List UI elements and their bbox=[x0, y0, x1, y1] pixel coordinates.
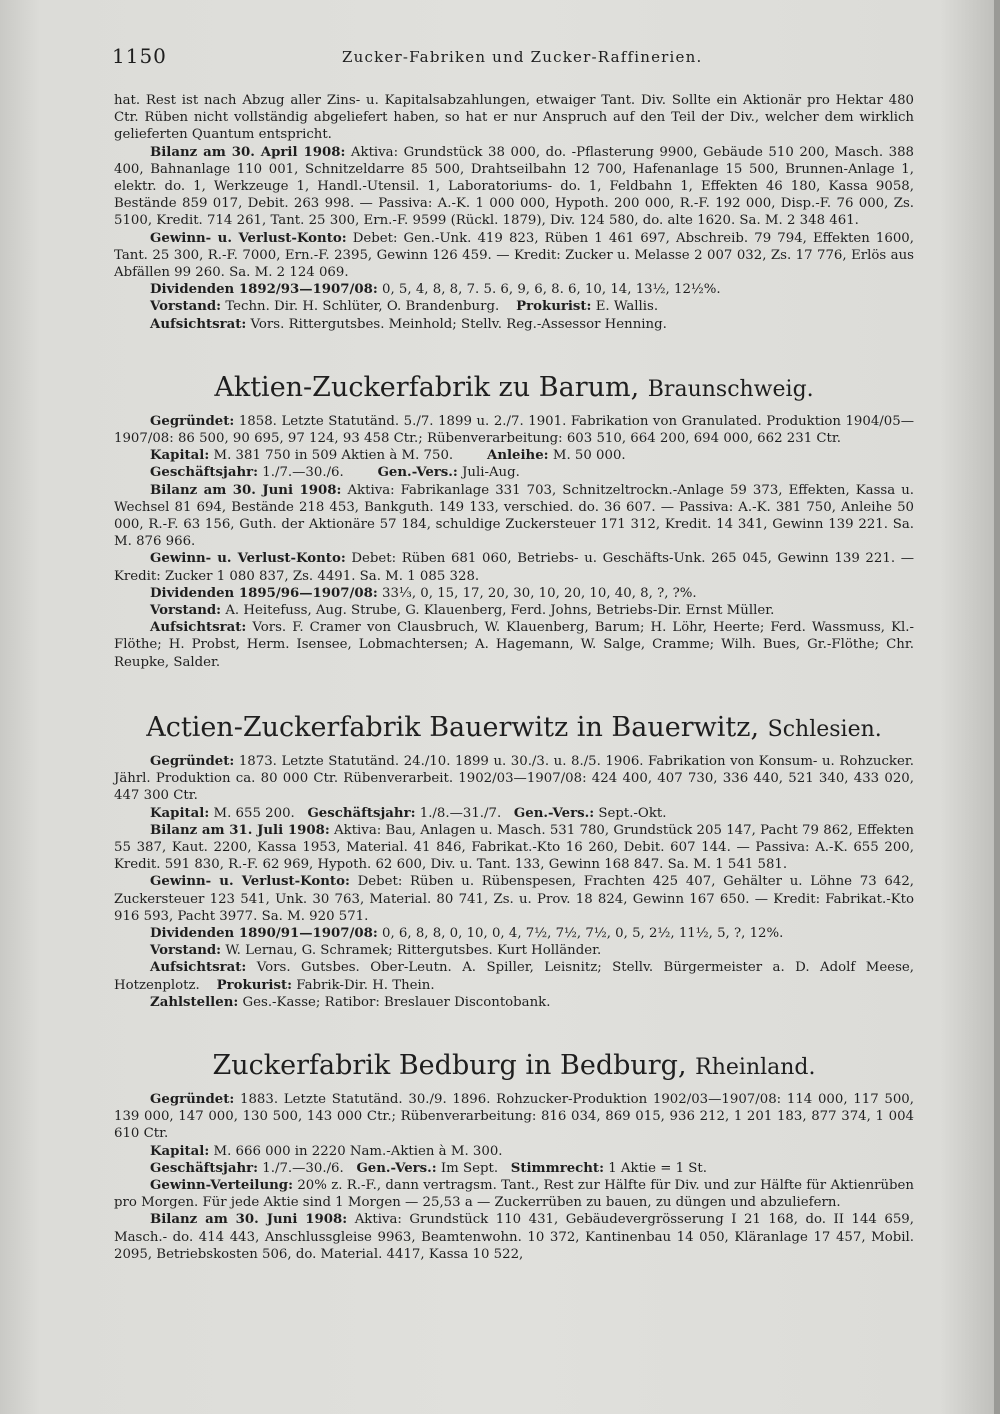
field-label: Dividenden 1895/96—1907/08: bbox=[150, 585, 378, 601]
capital-paragraph: Kapital: M. 666 000 in 2220 Nam.-Aktien à M. 300. bbox=[150, 1143, 503, 1159]
field-label: Anleihe: bbox=[487, 448, 549, 464]
field-label: Geschäftsjahr: bbox=[307, 805, 416, 821]
field-label: Gewinn- u. Verlust-Konto: bbox=[150, 874, 350, 890]
dividends-paragraph: Dividenden 1892/93—1907/08: 0, 5, 4, 8, 8, 7. 5. 6, 9, 6, 8. 6, 10, 14, 13½, 12½%. bbox=[150, 282, 721, 298]
field-label: Geschäftsjahr: bbox=[150, 1160, 259, 1176]
running-title: Zucker-Fabriken und Zucker-Raffinerien. bbox=[342, 48, 703, 66]
company-heading: Aktien-Zuckerfabrik zu Barum, Braunschweig. bbox=[214, 371, 814, 403]
company-heading: Zuckerfabrik Bedburg in Bedburg, Rheinland. bbox=[212, 1049, 816, 1081]
bilanz-paragraph: Bilanz am 30. Juni 1908: Aktiva: Grundstück 110 431, Gebäudevergrösserung I 21 168, do. II 144 659, Masch.- do. 414 443, Anschlussgleise 9963, Beamtenwohn. 10 372, Kantinenbau 14 050, Kläranlage 17 457, Mobil. 2095, Betriebskosten 506, do. Material. 4417, Kassa 10 522, bbox=[114, 1212, 914, 1262]
board-paragraph: Vorstand: A. Heitefuss, Aug. Strube, G. Klauenberg, Ferd. Johns, Betriebs-Dir. Ernst Müller. bbox=[150, 603, 775, 619]
founded-paragraph: Gegründet: 1873. Letzte Statutänd. 24./10. 1899 u. 30./3. u. 8./5. 1906. Fabrikation von Konsum- u. Rohzucker. Jährl. Produktion ca. 80 000 Ctr. Rübenverarbeit. 1902/03—1907/08: 424 400, 407 730, 336 440, 521 340, 433 020, 447 300 Ctr. bbox=[114, 753, 914, 804]
company-heading: Actien-Zuckerfabrik Bauerwitz in Bauerwitz, Schlesien. bbox=[146, 711, 882, 743]
field-label: Bilanz am 31. Juli 1908: bbox=[150, 822, 330, 838]
dividends-paragraph: Dividenden 1895/96—1907/08: 33⅓, 0, 15, 17, 20, 30, 10, 20, 10, 40, 8, ?, ?%. bbox=[150, 585, 697, 601]
guv-paragraph: Gewinn- u. Verlust-Konto: Debet: Gen.-Unk. 419 823, Rüben 1 461 697, Abschreib. 79 794, Effekten 1600, Tant. 25 300, R.-F. 7000, Ern.-F. 2395, Gewinn 126 459. — Kredit: Zucker u. Melasse 2 007 032, Zs. 17 776, Erlös aus Abfällen 99 260. Sa. M. 2 124 069. bbox=[114, 230, 914, 281]
profit-distribution-paragraph: Gewinn-Verteilung: 20% z. R.-F., dann vertragsm. Tant., Rest zur Hälfte für Div. und zur Hälfte für Aktienrüben pro Morgen. Für jede Aktie sind 1 Morgen — 25,53 a — Zuckerrüben zu bauen, zu düngen und abzuliefern. bbox=[114, 1177, 914, 1211]
supervisory-paragraph: Aufsichtsrat: Vors. Gutsbes. Ober-Leutn. A. Spiller, Leisnitz; Stellv. Bürgermeister a. D. Adolf Meese, Hotzenplotz. Prokurist: Fabrik-Dir. H. Thein. bbox=[114, 960, 914, 993]
founded-paragraph: Gegründet: 1858. Letzte Statutänd. 5./7. 1899 u. 2./7. 1901. Fabrikation von Granulated. Produktion 1904/05—1907/08: 86 500, 90 695, 97 124, 93 458 Ctr.; Rübenverarbeitung: 603 510, 664 200, 694 000, 662 231 Ctr. bbox=[114, 413, 914, 447]
dividends-paragraph: Dividenden 1890/91—1907/08: 0, 6, 8, 8, 0, 10, 0, 4, 7½, 7½, 7½, 0, 5, 2½, 11½, 5, ?, 12%. bbox=[150, 925, 784, 941]
field-label: Gen.-Vers.: bbox=[513, 805, 595, 821]
field-label: Kapital: bbox=[150, 448, 210, 464]
board-paragraph: Vorstand: W. Lernau, G. Schramek; Rittergutsbes. Kurt Holländer. bbox=[150, 943, 602, 959]
field-label: Geschäftsjahr: bbox=[150, 465, 259, 481]
field-label: Stimmrecht: bbox=[510, 1160, 604, 1176]
field-label: Gewinn- u. Verlust-Konto: bbox=[150, 551, 346, 567]
field-label: Gen.-Vers.: bbox=[356, 1160, 437, 1176]
guv-paragraph: Gewinn- u. Verlust-Konto: Debet: Rüben u. Rübenspesen, Frachten 425 407, Gehälter u. Löhne 73 642, Zuckersteuer 123 541, Unk. 30 763, Material. 80 741, Zs. u. Prov. 18 824, Gewinn 167 650. — Kredit: Fabrikat.-Kto 916 593, Pacht 3977. Sa. M. 920 571. bbox=[114, 874, 915, 924]
field-label: Aufsichtsrat: bbox=[150, 960, 247, 976]
paying-agents-paragraph: Zahlstellen: Ges.-Kasse; Ratibor: Breslauer Discontobank. bbox=[150, 994, 551, 1010]
field-label: Aufsichtsrat: bbox=[150, 316, 247, 332]
field-label: Gegründet: bbox=[150, 753, 235, 769]
capital-paragraph: Kapital: M. 381 750 in 509 Aktien à M. 750. Anleihe: M. 50 000. bbox=[150, 448, 626, 464]
guv-paragraph: Gewinn- u. Verlust-Konto: Debet: Rüben 681 060, Betriebs- u. Geschäfts-Unk. 265 045, Gewinn 139 221. — Kredit: Zucker 1 080 837, Zs. 4491. Sa. M. 1 085 328. bbox=[114, 551, 914, 584]
field-label: Vorstand: bbox=[150, 299, 222, 315]
board-paragraph: Vorstand: Techn. Dir. H. Schlüter, O. Brandenburg. Prokurist: E. Wallis. bbox=[150, 299, 659, 315]
page-edge-shadow bbox=[994, 0, 1000, 1414]
bilanz-paragraph: Bilanz am 30. Juni 1908: Aktiva: Fabrikanlage 331 703, Schnitzeltrockn.-Anlage 59 373, Effekten, Kassa u. Wechsel 81 694, Bestände 218 453, Bankguth. 149 133, verschied. do. 36 607. — Passiva: A.-K. 381 750, Anleihe 50 000, R.-F. 63 156, Guth. der Aktionäre 57 184, schuldige Zuckersteuer 171 312, Kredit. 14 341, Gewinn 139 221. Sa. M. 876 966. bbox=[114, 482, 914, 550]
fiscal-year-paragraph: Geschäftsjahr: 1./7.—30./6. Gen.-Vers.: Im Sept. Stimmrecht: 1 Aktie = 1 St. bbox=[150, 1160, 707, 1176]
field-label: Kapital: bbox=[150, 805, 210, 821]
field-label: Gegründet: bbox=[150, 413, 235, 429]
running-header bbox=[112, 44, 912, 74]
capital-paragraph: Kapital: M. 655 200. Geschäftsjahr: 1./8.—31./7. Gen.-Vers.: Sept.-Okt. bbox=[150, 805, 667, 821]
company-entry-barum bbox=[114, 371, 914, 671]
field-label: Gewinn-Verteilung: bbox=[150, 1177, 294, 1193]
entry-text: hat. Rest ist nach Abzug aller Zins- u. Kapitalsabzahlungen, etwaiger Tant. Div. Sollte ein Aktionär pro Hektar 480 Ctr. Rüben nicht vollständig abgeliefert haben, so hat er nur Anspruch auf den Teil der Div., welcher dem wirklich gelieferten Quantum entspricht. bbox=[114, 93, 914, 143]
field-label: Dividenden 1892/93—1907/08: bbox=[150, 282, 378, 298]
previous-entry-continuation bbox=[114, 92, 914, 333]
bilanz-paragraph: Bilanz am 31. Juli 1908: Aktiva: Bau, Anlagen u. Masch. 531 780, Grundstück 205 147, Pacht 79 862, Effekten 55 387, Kaut. 2200, Kassa 1953, Material. 41 846, Fabrikat.-Kto 16 260, Debit. 607 144. — Passiva: A.-K. 655 200, Kredit. 591 830, R.-F. 62 969, Hypoth. 62 600, Div. u. Tant. 133, Gewinn 168 847. Sa. M. 1 541 581. bbox=[114, 822, 914, 873]
field-label: Aufsichtsrat: bbox=[150, 620, 247, 636]
field-label: Gewinn- u. Verlust-Konto: bbox=[150, 230, 347, 246]
field-label: Vorstand: bbox=[150, 603, 222, 619]
field-label: Bilanz am 30. Juni 1908: bbox=[150, 482, 342, 498]
field-label: Gen.-Vers.: bbox=[377, 465, 458, 481]
supervisory-paragraph: Aufsichtsrat: Vors. F. Cramer von Clausbruch, W. Klauenberg, Barum; H. Löhr, Heerte; Ferd. Wassmuss, Kl.-Flöthe; H. Probst, Herm. Isensee, Lobmachtersen; A. Hagemann, W. Salge, Cramme; Wilh. Bues, Gr.-Flöthe; Chr. Reupke, Salder. bbox=[114, 620, 914, 670]
field-label: Bilanz am 30. April 1908: bbox=[150, 144, 346, 160]
founded-paragraph: Gegründet: 1883. Letzte Statutänd. 30./9. 1896. Rohzucker-Produktion 1902/03—1907/08: 114 000, 117 500, 139 000, 147 000, 130 500, 143 000 Ctr.; Rübenverarbeitung: 816 034, 869 015, 936 212, 1 201 183, 877 374, 1 004 610 Ctr. bbox=[114, 1091, 914, 1142]
fiscal-year-paragraph: Geschäftsjahr: 1./7.—30./6. Gen.-Vers.: Juli-Aug. bbox=[150, 465, 520, 481]
field-label: Dividenden 1890/91—1907/08: bbox=[150, 925, 378, 941]
field-label: Bilanz am 30. Juni 1908: bbox=[150, 1212, 348, 1228]
field-label: Vorstand: bbox=[150, 943, 222, 959]
field-label: Prokurist: bbox=[516, 299, 592, 315]
supervisory-paragraph: Aufsichtsrat: Vors. Rittergutsbes. Meinhold; Stellv. Reg.-Assessor Henning. bbox=[150, 316, 667, 332]
bilanz-paragraph: Bilanz am 30. April 1908: Aktiva: Grundstück 38 000, do. -Pflasterung 9900, Gebäude 510 200, Masch. 388 400, Bahnanlage 110 001, Schnitzeldarre 85 500, Drahtseilbahn 12 700, Hafenanlage 15 500, Brunnen-Anlage 1, elektr. do. 1, Werkzeuge 1, Handl.-Utensil. 1, Laboratoriums- do. 1, Feldbahn 1, Effekten 46 180, Kassa 9058, Bestände 859 017, Debit. 263 998. — Passiva: A.-K. 1 000 000, Hypoth. 200 000, R.-F. 192 000, Disp.-F. 76 000, Zs. 5100, Kredit. 714 261, Tant. 25 300, Ern.-F. 9599 (Rückl. 1879), Div. 124 580, do. alte 1620. Sa. M. 2 348 461. bbox=[114, 144, 914, 229]
field-label: Gegründet: bbox=[150, 1091, 235, 1107]
page-content bbox=[114, 92, 914, 1263]
field-label: Kapital: bbox=[150, 1143, 210, 1159]
field-label: Zahlstellen: bbox=[150, 994, 239, 1010]
page-number: 1150 bbox=[112, 44, 167, 68]
company-entry-bauerwitz bbox=[114, 711, 914, 1011]
field-label: Prokurist: bbox=[216, 977, 293, 993]
company-entry-bedburg bbox=[114, 1049, 914, 1263]
